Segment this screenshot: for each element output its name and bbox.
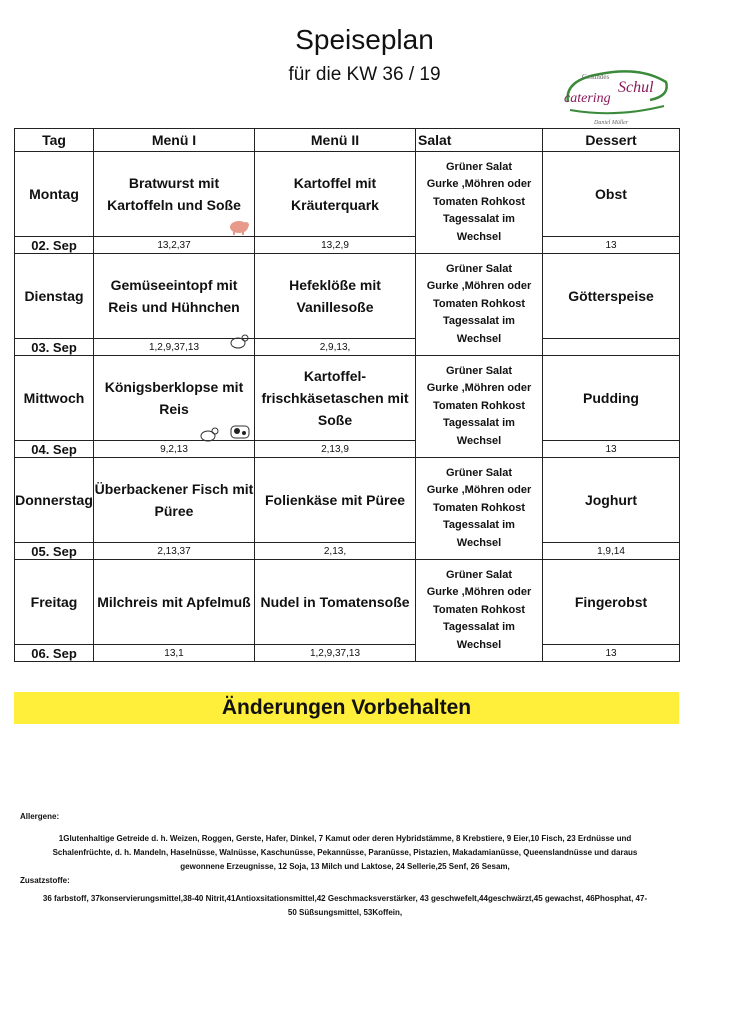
menu-2-codes: 13,2,9 xyxy=(255,237,416,254)
codes-row xyxy=(15,441,680,458)
salad-line: Grüner Salat xyxy=(445,364,513,377)
menu-2-dish: Folienkäse mit Püree xyxy=(255,458,416,543)
day-name: Montag xyxy=(15,152,94,237)
dessert-codes: 1,9,14 xyxy=(543,543,680,560)
svg-text:Schul: Schul xyxy=(618,79,654,96)
salad-line: Tagessalat im xyxy=(443,621,515,634)
dessert: Götterspeise xyxy=(543,254,680,339)
menu-2-dish: Kartoffel mit Kräuterquark xyxy=(255,152,416,237)
salad-cell xyxy=(416,356,543,458)
caterer-logo xyxy=(560,62,672,130)
codes-row xyxy=(15,645,680,662)
table-row xyxy=(15,152,680,237)
svg-text:catering: catering xyxy=(564,91,611,106)
menu-1-codes: 9,2,13 xyxy=(94,441,255,458)
salad-line: Gurke ,Möhren oder xyxy=(426,484,532,497)
menu-1-dish: Milchreis mit Apfelmuß xyxy=(94,560,255,645)
salad-line: Gurke ,Möhren oder xyxy=(426,280,532,293)
salad-cell xyxy=(416,254,543,356)
day-name: Donnerstag xyxy=(15,458,94,543)
column-header: Tag xyxy=(15,129,94,152)
table-row xyxy=(15,254,680,339)
codes-row xyxy=(15,339,680,356)
menu-table xyxy=(14,128,680,662)
salad-cell xyxy=(416,152,543,254)
dessert: Pudding xyxy=(543,356,680,441)
salad-line: Gurke ,Möhren oder xyxy=(426,382,532,395)
menu-1-dish: Bratwurst mit Kartoffeln und Soße xyxy=(94,152,255,237)
salad-line: Wechsel xyxy=(456,638,502,651)
additives-heading: Zusatzstoffe: xyxy=(20,876,70,885)
dessert-codes xyxy=(543,339,680,356)
codes-row xyxy=(15,237,680,254)
salad-line: Grüner Salat xyxy=(445,262,513,275)
table-row xyxy=(15,560,680,645)
column-header: Menü I xyxy=(94,129,255,152)
svg-text:Gesundes: Gesundes xyxy=(582,73,610,81)
salad-cell xyxy=(416,458,543,560)
table-header-row xyxy=(15,129,680,152)
dessert: Joghurt xyxy=(543,458,680,543)
allergens-line-1: 1Glutenhaltige Getreide d. h. Weizen, Roggen, Gerste, Hafer, Dinkel, 7 Kamut oder deren Hybridstämme, 8 Krebstiere, 9 Eier,10 Fisch, 23 Erdnüsse und xyxy=(58,834,632,843)
cow-icon xyxy=(229,420,251,442)
salad-line: Grüner Salat xyxy=(445,568,513,581)
table-row xyxy=(15,356,680,441)
menu-1-dish: Überbackener Fisch mit Püree xyxy=(94,458,255,543)
allergens-line-3: gewonnene Erzeugnisse, 12 Soja, 13 Milch und Laktose, 24 Sellerie,25 Senf, 26 Sesam, xyxy=(180,862,510,871)
menu-1-dish: Königsberklopse mit Reis xyxy=(94,356,255,441)
column-header: Menü II xyxy=(255,129,416,152)
salad-cell xyxy=(416,560,543,662)
salad-line: Tomaten Rohkost xyxy=(432,195,526,208)
salad-line: Wechsel xyxy=(456,434,502,447)
svg-text:Daniel Müller: Daniel Müller xyxy=(594,120,629,126)
salad-line: Tagessalat im xyxy=(443,213,515,226)
date: 05. Sep xyxy=(15,543,94,560)
salad-line: Tomaten Rohkost xyxy=(432,603,526,616)
day-name: Freitag xyxy=(15,560,94,645)
date: 03. Sep xyxy=(15,339,94,356)
salad-line: Tagessalat im xyxy=(443,315,515,328)
dessert-codes: 13 xyxy=(543,645,680,662)
salad-line: Gurke ,Möhren oder xyxy=(426,178,532,191)
additives-line-2: 50 Süßsungsmittel, 53Koffein, xyxy=(287,908,403,917)
dessert: Fingerobst xyxy=(543,560,680,645)
salad-line: Tagessalat im xyxy=(443,519,515,532)
additives-line-1: 36 farbstoff, 37konservierungsmittel,38-40 Nitrit,41Antioxsitationsmittel,42 Geschmacksverstärker, 43 geschwefelt,44geschwärzt,45 gewachst, 46Phosphat, 47- xyxy=(42,894,648,903)
salad-line: Tomaten Rohkost xyxy=(432,297,526,310)
table-row xyxy=(15,458,680,543)
chicken-icon xyxy=(228,330,250,352)
dessert-codes: 13 xyxy=(543,237,680,254)
allergens-line-2: Schalenfrüchte, d. h. Mandeln, Haselnüsse, Walnüsse, Kaschunüsse, Pekannüsse, Paranüsse, Pistazien, Makadamianüsse, Queenslandnüsse und daraus xyxy=(52,848,638,857)
salad-line: Wechsel xyxy=(456,332,502,345)
menu-1-codes: 13,1 xyxy=(94,645,255,662)
menu-1-codes: 2,13,37 xyxy=(94,543,255,560)
page-subtitle: für die KW 36 / 19 xyxy=(288,64,441,85)
salad-line: Gurke ,Möhren oder xyxy=(426,586,532,599)
pig-icon xyxy=(228,215,250,237)
menu-2-codes: 1,2,9,37,13 xyxy=(255,645,416,662)
salad-line: Wechsel xyxy=(456,230,502,243)
column-header: Salat xyxy=(416,129,543,152)
chicken-icon xyxy=(198,423,220,445)
page-title: Speiseplan xyxy=(295,24,434,55)
menu-2-dish: Hefeklöße mit Vanillesoße xyxy=(255,254,416,339)
column-header: Dessert xyxy=(543,129,680,152)
menu-1-codes: 1,2,9,37,13 xyxy=(94,339,255,356)
dessert: Obst xyxy=(543,152,680,237)
salad-line: Tagessalat im xyxy=(443,417,515,430)
date: 04. Sep xyxy=(15,441,94,458)
date: 02. Sep xyxy=(15,237,94,254)
allergens-heading: Allergene: xyxy=(20,812,60,821)
salad-line: Tomaten Rohkost xyxy=(432,399,526,412)
menu-1-codes: 13,2,37 xyxy=(94,237,255,254)
day-name: Dienstag xyxy=(15,254,94,339)
menu-2-codes: 2,9,13, xyxy=(255,339,416,356)
changes-notice: Änderungen Vorbehalten xyxy=(14,692,679,724)
salad-line: Wechsel xyxy=(456,536,502,549)
day-name: Mittwoch xyxy=(15,356,94,441)
menu-2-codes: 2,13, xyxy=(255,543,416,560)
salad-line: Grüner Salat xyxy=(445,160,513,173)
dessert-codes: 13 xyxy=(543,441,680,458)
menu-2-codes: 2,13,9 xyxy=(255,441,416,458)
menu-1-dish: Gemüseeintopf mit Reis und Hühnchen xyxy=(94,254,255,339)
salad-line: Grüner Salat xyxy=(445,466,513,479)
menu-2-dish: Kartoffel-frischkäsetaschen mit Soße xyxy=(255,356,416,441)
menu-2-dish: Nudel in Tomatensoße xyxy=(255,560,416,645)
codes-row xyxy=(15,543,680,560)
salad-line: Tomaten Rohkost xyxy=(432,501,526,514)
date: 06. Sep xyxy=(15,645,94,662)
